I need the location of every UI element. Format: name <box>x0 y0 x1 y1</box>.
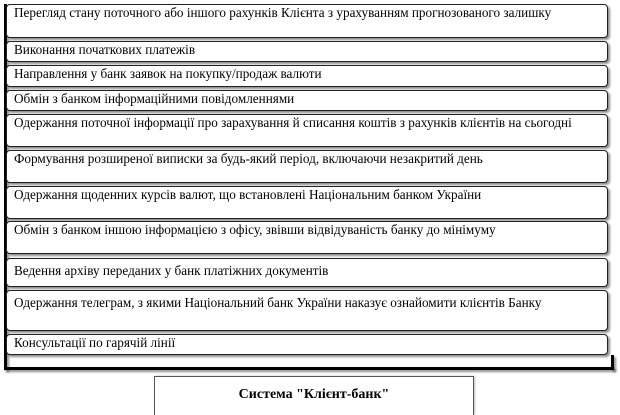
function-item-7: Одержання щоденних курсів валют, що встановлені Національним банком України <box>6 186 608 219</box>
caption-title: Система "Клієнт-банк" <box>238 387 390 402</box>
function-item-11: Консультації по гарячій лінії <box>6 334 608 355</box>
bracket-bottom-line <box>4 367 614 370</box>
function-item-10: Одержання телеграм, з якими Національний банк України наказує ознайомити клієнтів Банку <box>6 290 608 331</box>
function-item-4: Обмін з банком інформаційними повідомленнями <box>6 90 608 111</box>
function-item-5: Одержання поточної інформації про зарахування й списання коштів з рахунків клієнтів на сьогодні <box>6 114 608 147</box>
function-item-9: Ведення архіву переданих у банк платіжних документів <box>6 258 608 287</box>
function-item-2: Виконання початкових платежів <box>6 41 608 62</box>
function-item-8: Обмін з банком іншою інформацією з офісу, звівши відвідуваність банку до мінімуму <box>6 221 608 254</box>
function-item-3: Направлення у банк заявок на покупку/продаж валюти <box>6 65 608 87</box>
function-item-1: Перегляд стану поточного або іншого рахунків Клієнта з урахуванням прогнозованого залишку <box>6 4 608 38</box>
caption-box <box>154 376 474 415</box>
function-item-6: Формування розширеної виписки за будь-який період, включаючи незакритий день <box>6 150 608 183</box>
bracket-right-line <box>611 355 614 370</box>
